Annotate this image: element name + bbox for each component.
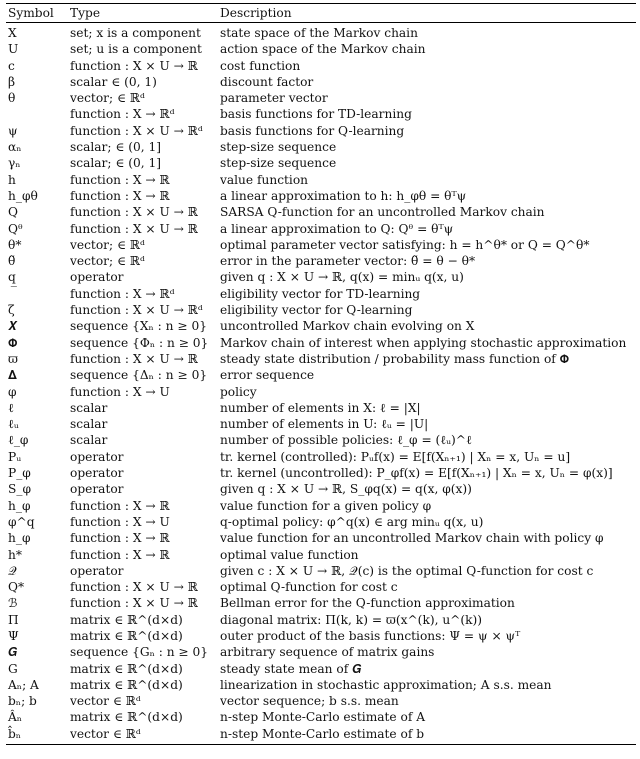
symbol-cell: h_φθ xyxy=(8,188,38,203)
type-cell: sequence {Xₙ : n ≥ 0} xyxy=(70,319,207,334)
type-cell: sequence {Δₙ : n ≥ 0} xyxy=(70,368,208,383)
type-cell: function : X → ℝ xyxy=(70,531,170,546)
table-row xyxy=(6,644,636,660)
table-row xyxy=(6,172,636,188)
type-cell: operator xyxy=(70,482,124,497)
symbol-cell: h xyxy=(8,172,16,187)
table-row xyxy=(6,90,636,106)
table-row xyxy=(6,41,636,57)
description-cell: discount factor xyxy=(220,74,314,89)
description-cell: cost function xyxy=(220,58,301,73)
symbol-cell: ζ xyxy=(8,303,15,318)
table-row xyxy=(6,677,636,693)
description-cell: given c : X × U → ℝ, 𝒬(c) is the optimal Q-function for cost c xyxy=(220,563,594,578)
symbol-cell: θ* xyxy=(8,237,22,252)
type-cell: operator xyxy=(70,563,124,578)
table-row xyxy=(6,628,636,644)
table-row xyxy=(6,188,636,204)
type-cell: function : X → ℝ xyxy=(70,188,170,203)
type-cell: matrix ∈ ℝ^(d×d) xyxy=(70,710,183,725)
description-cell: eligibility vector for Q-learning xyxy=(220,303,413,318)
symbol-cell: Π xyxy=(8,612,19,627)
description-cell: diagonal matrix: Π(k, k) = ϖ(x^(k), u^(k)) xyxy=(220,612,483,627)
symbol-cell: 𝚫 xyxy=(8,368,18,383)
type-cell: vector ∈ ℝᵈ xyxy=(70,726,141,741)
symbol-cell: 𝑮 xyxy=(8,645,18,660)
type-cell: sequence {Gₙ : n ≥ 0} xyxy=(70,645,209,660)
type-cell: function : X → ℝ xyxy=(70,547,170,562)
type-cell: scalar xyxy=(70,433,108,448)
table-row xyxy=(6,269,636,285)
type-cell: sequence {Φₙ : n ≥ 0} xyxy=(70,335,209,350)
symbol-cell: Qᶿ xyxy=(8,221,23,236)
description-cell: Markov chain of interest when applying stochastic approximation xyxy=(220,335,627,350)
description-cell: given q : X × U → ℝ, q̲(x) = minᵤ q(x, u) xyxy=(220,270,464,285)
symbol-cell: c xyxy=(8,58,15,73)
description-cell: q-optimal policy: φ^q(x) ∈ arg minᵤ q(x, u) xyxy=(220,514,484,529)
symbol-cell: ℓ xyxy=(8,400,14,415)
notation-table xyxy=(6,3,636,745)
description-cell: value function for an uncontrolled Markov chain with policy φ xyxy=(220,531,604,546)
type-cell: function : X → U xyxy=(70,514,170,529)
type-cell: operator xyxy=(70,449,124,464)
table-row xyxy=(6,318,636,334)
type-cell: function : X → ℝᵈ xyxy=(70,286,175,301)
type-cell: function : X × U → ℝ xyxy=(70,205,198,220)
table-row xyxy=(6,221,636,237)
description-cell: a linear approximation to Q: Qᶿ = θᵀψ xyxy=(220,221,454,236)
table-row xyxy=(6,530,636,546)
table-row xyxy=(6,498,636,514)
symbol-cell: ℓ_φ xyxy=(8,433,29,448)
symbol-cell: h* xyxy=(8,547,22,562)
symbol-cell: b̂ₙ xyxy=(8,726,22,741)
bottom-rule xyxy=(6,744,636,745)
description-cell: n-step Monte-Carlo estimate of A xyxy=(220,710,426,725)
table-row xyxy=(6,595,636,611)
description-cell: step-size sequence xyxy=(220,156,337,171)
symbol-cell: Aₙ; A xyxy=(8,677,39,692)
symbol-cell: h_φ xyxy=(8,531,31,546)
table-row xyxy=(6,416,636,432)
symbol-cell: ℓᵤ xyxy=(8,417,19,432)
symbol-cell: Ψ xyxy=(8,628,19,643)
type-cell: scalar xyxy=(70,417,108,432)
table-body xyxy=(6,23,636,742)
description-cell: error in the parameter vector: θ̃ = θ − θ* xyxy=(220,254,476,269)
description-cell: parameter vector xyxy=(220,91,328,106)
symbol-cell: γₙ xyxy=(8,156,21,171)
description-cell: Bellman error for the Q-function approximation xyxy=(220,596,515,611)
symbol-cell: q̲ xyxy=(8,270,16,285)
description-cell: n-step Monte-Carlo estimate of b xyxy=(220,726,425,741)
table-row xyxy=(6,253,636,269)
table-row xyxy=(6,106,636,122)
description-cell: arbitrary sequence of matrix gains xyxy=(220,645,435,660)
table-row xyxy=(6,465,636,481)
type-cell: function : X → ℝ xyxy=(70,498,170,513)
description-cell: vector sequence; b s.s. mean xyxy=(220,694,399,709)
symbol-cell: X xyxy=(8,26,17,40)
type-cell: matrix ∈ ℝ^(d×d) xyxy=(70,628,183,643)
description-cell: basis functions for TD-learning xyxy=(220,107,412,122)
symbol-cell: S_φ xyxy=(8,482,31,497)
table-row xyxy=(6,204,636,220)
header-symbol: Symbol xyxy=(8,6,54,20)
symbol-cell: G xyxy=(8,661,18,676)
table-row xyxy=(6,384,636,400)
description-cell: basis functions for Q-learning xyxy=(220,123,405,138)
table-row xyxy=(6,481,636,497)
symbol-cell: φ xyxy=(8,384,17,399)
description-cell: steady state distribution / probability mass function of 𝚽 xyxy=(220,351,570,366)
table-row xyxy=(6,514,636,530)
type-cell: vector; ∈ ℝᵈ xyxy=(70,237,145,252)
type-cell: function : X × U → ℝᵈ xyxy=(70,303,203,318)
table-row xyxy=(6,726,636,742)
type-cell: vector; ∈ ℝᵈ xyxy=(70,91,145,106)
description-cell: number of elements in U: ℓᵤ = |U| xyxy=(220,417,429,432)
type-cell: function : X × U → ℝ xyxy=(70,351,198,366)
symbol-cell: ψ xyxy=(8,123,18,138)
symbol-cell: αₙ xyxy=(8,140,22,155)
type-cell: function : X × U → ℝᵈ xyxy=(70,123,203,138)
type-cell: function : X × U → ℝ xyxy=(70,580,198,595)
table-row xyxy=(6,123,636,139)
description-cell: optimal Q-function for cost c xyxy=(220,580,398,595)
symbol-cell: Q* xyxy=(8,580,25,595)
description-cell: error sequence xyxy=(220,368,315,383)
description-cell: number of possible policies: ℓ_φ = (ℓᵤ)^ℓ xyxy=(220,433,472,448)
table-row xyxy=(6,139,636,155)
table-row xyxy=(6,155,636,171)
description-cell: action space of the Markov chain xyxy=(220,42,426,57)
symbol-cell: 𝑿 xyxy=(8,319,18,334)
symbol-cell: Pᵤ xyxy=(8,449,22,464)
table-row xyxy=(6,661,636,677)
type-cell: scalar; ∈ (0, 1] xyxy=(70,156,161,171)
type-cell: scalar ∈ (0, 1) xyxy=(70,74,157,89)
table-row xyxy=(6,709,636,725)
description-cell: number of elements in X: ℓ = |X| xyxy=(220,400,421,415)
description-cell: optimal parameter vector satisfying: h = h^θ* or Q = Q^θ* xyxy=(220,237,590,252)
symbol-cell: ℬ xyxy=(8,596,18,611)
type-cell: scalar xyxy=(70,400,108,415)
description-cell: uncontrolled Markov chain evolving on X xyxy=(220,319,475,334)
type-cell: set; x is a component xyxy=(70,26,201,40)
type-cell: function : X → ℝ xyxy=(70,172,170,187)
table-row xyxy=(6,351,636,367)
symbol-cell: θ̃ xyxy=(8,254,16,269)
description-cell: value function xyxy=(220,172,309,187)
table-row xyxy=(6,25,636,41)
type-cell: function : X × U → ℝ xyxy=(70,596,198,611)
table-row xyxy=(6,58,636,74)
symbol-cell xyxy=(6,106,70,122)
description-cell: steady state mean of 𝑮 xyxy=(220,661,362,676)
type-cell: scalar; ∈ (0, 1] xyxy=(70,140,161,155)
symbol-cell: φ^q xyxy=(8,514,35,529)
type-cell: operator xyxy=(70,270,124,285)
description-cell: eligibility vector for TD-learning xyxy=(220,286,421,301)
type-cell: function : X → U xyxy=(70,384,170,399)
type-cell: matrix ∈ ℝ^(d×d) xyxy=(70,612,183,627)
description-cell: SARSA Q-function for an uncontrolled Markov chain xyxy=(220,205,545,220)
table-row xyxy=(6,693,636,709)
description-cell: tr. kernel (controlled): Pᵤf(x) = E[f(Xₙ₊₁) | Xₙ = x, Uₙ = u] xyxy=(220,449,571,464)
description-cell: a linear approximation to h: h_φθ = θᵀψ xyxy=(220,188,467,203)
table-row xyxy=(6,432,636,448)
table-row xyxy=(6,449,636,465)
type-cell: matrix ∈ ℝ^(d×d) xyxy=(70,677,183,692)
symbol-cell: P_φ xyxy=(8,466,31,481)
table-row xyxy=(6,237,636,253)
header-description: Description xyxy=(220,6,292,20)
table-row xyxy=(6,579,636,595)
table-row xyxy=(6,286,636,302)
symbol-cell: U xyxy=(8,42,19,57)
symbol-cell: h_φ xyxy=(8,498,31,513)
description-cell: tr. kernel (uncontrolled): P_φf(x) = E[f(Xₙ₊₁) | Xₙ = x, Uₙ = φ(x)] xyxy=(220,466,613,481)
description-cell: outer product of the basis functions: Ψ = ψ × ψᵀ xyxy=(220,628,521,643)
table-row xyxy=(6,612,636,628)
symbol-cell xyxy=(6,286,70,302)
type-cell: vector ∈ ℝᵈ xyxy=(70,694,141,709)
table-row xyxy=(6,302,636,318)
description-cell: step-size sequence xyxy=(220,140,337,155)
symbol-cell: 𝒬 xyxy=(8,563,17,578)
description-cell: linearization in stochastic approximation; A s.s. mean xyxy=(220,677,552,692)
table-row xyxy=(6,400,636,416)
description-cell: state space of the Markov chain xyxy=(220,26,418,40)
table-row xyxy=(6,74,636,90)
table-row xyxy=(6,547,636,563)
table-row xyxy=(6,367,636,383)
symbol-cell: Q xyxy=(8,205,18,220)
description-cell: optimal value function xyxy=(220,547,359,562)
symbol-cell: θ xyxy=(8,91,16,106)
type-cell: set; u is a component xyxy=(70,42,202,57)
symbol-cell: bₙ; b xyxy=(8,694,37,709)
type-cell: matrix ∈ ℝ^(d×d) xyxy=(70,661,183,676)
symbol-cell: ϖ xyxy=(8,351,18,366)
type-cell: function : X × U → ℝ xyxy=(70,221,198,236)
table-header xyxy=(6,4,636,22)
table-row xyxy=(6,563,636,579)
description-cell: policy xyxy=(220,384,257,399)
type-cell: function : X × U → ℝ xyxy=(70,58,198,73)
symbol-cell: 𝚽 xyxy=(8,335,18,350)
symbol-cell: β xyxy=(8,74,16,89)
symbol-cell: Âₙ xyxy=(8,710,23,725)
header-type: Type xyxy=(70,6,101,20)
description-cell: given q : X × U → ℝ, S_φq(x) = q(x, φ(x)) xyxy=(220,482,472,497)
type-cell: function : X → ℝᵈ xyxy=(70,107,175,122)
type-cell: vector; ∈ ℝᵈ xyxy=(70,254,145,269)
type-cell: operator xyxy=(70,466,124,481)
table-row xyxy=(6,335,636,351)
description-cell: value function for a given policy φ xyxy=(220,498,432,513)
